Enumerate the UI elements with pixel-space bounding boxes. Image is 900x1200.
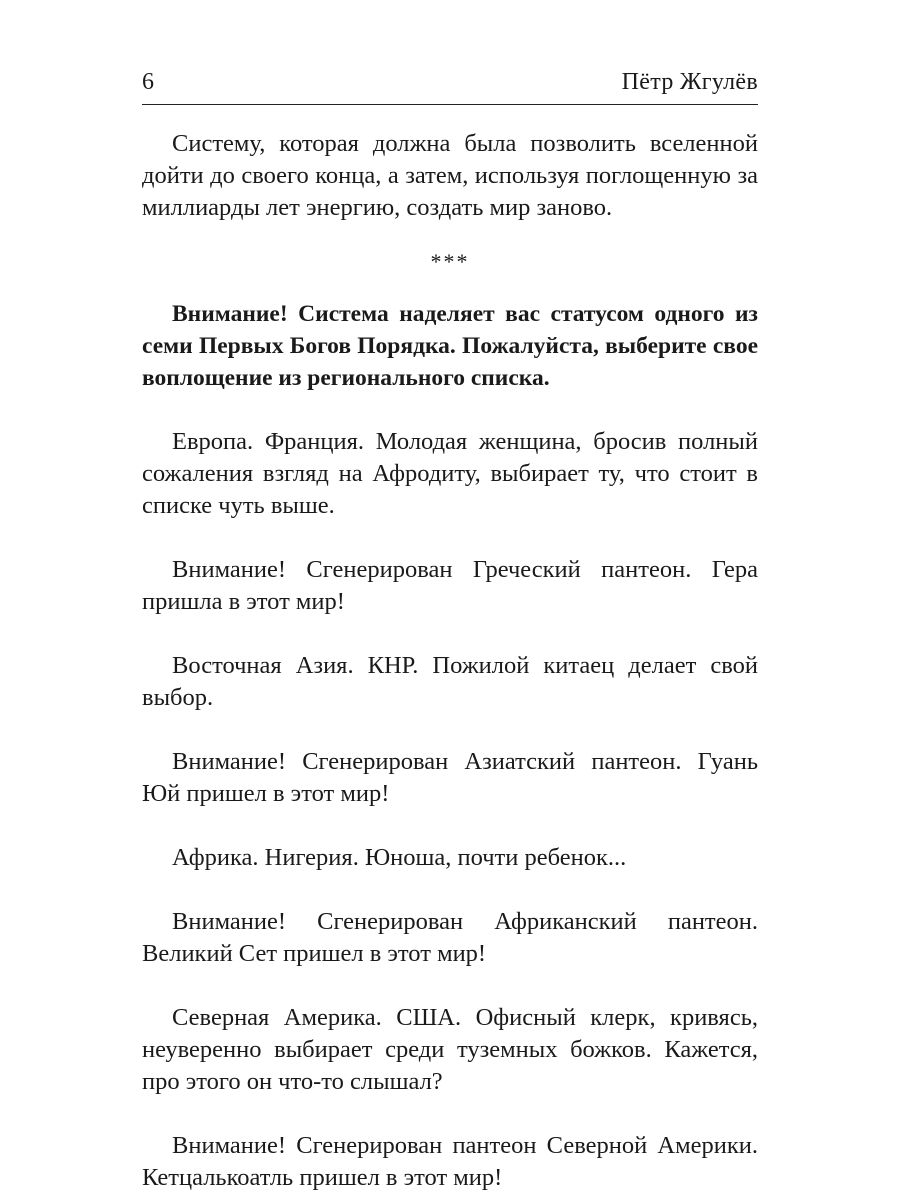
- paragraph-opening: Систему, которая должна была позволить вселенной дойти до своего конца, а затем, используя поглощенную за миллиарды лет энергию, создать мир заново.: [142, 130, 758, 221]
- paragraph-europe: Европа. Франция. Молодая женщина, бросив полный сожаления взгляд на Афродиту, выбирает ту, что стоит в списке чуть выше.: [142, 428, 758, 519]
- paragraph-asian-pantheon: Внимание! Сгенерирован Азиатский пантеон. Гуань Юй пришел в этот мир!: [142, 748, 758, 807]
- paragraph-african-pantheon: Внимание! Сгенерирован Африканский пантеон. Великий Сет пришел в этот мир!: [142, 908, 758, 967]
- paragraph-north-america: Северная Америка. США. Офисный клерк, кривясь, неуверенно выбирает среди туземных божков. Кажется, про этого он что-то слышал?: [142, 1004, 758, 1095]
- paragraph-east-asia: Восточная Азия. КНР. Пожилой китаец делает свой выбор.: [142, 652, 758, 711]
- paragraph-greek-pantheon: Внимание! Сгенерирован Греческий пантеон. Гера пришла в этот мир!: [142, 556, 758, 615]
- paragraph-africa: Африка. Нигерия. Юноша, почти ребенок...: [172, 844, 627, 871]
- paragraph-system-notice: Внимание! Система наделяет вас статусом одного из семи Первых Богов Порядка. Пожалуйста, выберите свое воплощение из регионального списка.: [142, 301, 758, 391]
- header-rule: [142, 104, 758, 105]
- text-body: [142, 128, 758, 1194]
- paragraph-north-american-pantheon: Внимание! Сгенерирован пантеон Северной Америки. Кетцалькоатль пришел в этот мир!: [142, 1132, 758, 1191]
- running-head-author: Пётр Жгулёв: [621, 69, 758, 95]
- section-separator: ***: [430, 249, 470, 274]
- page-number: 6: [142, 69, 154, 95]
